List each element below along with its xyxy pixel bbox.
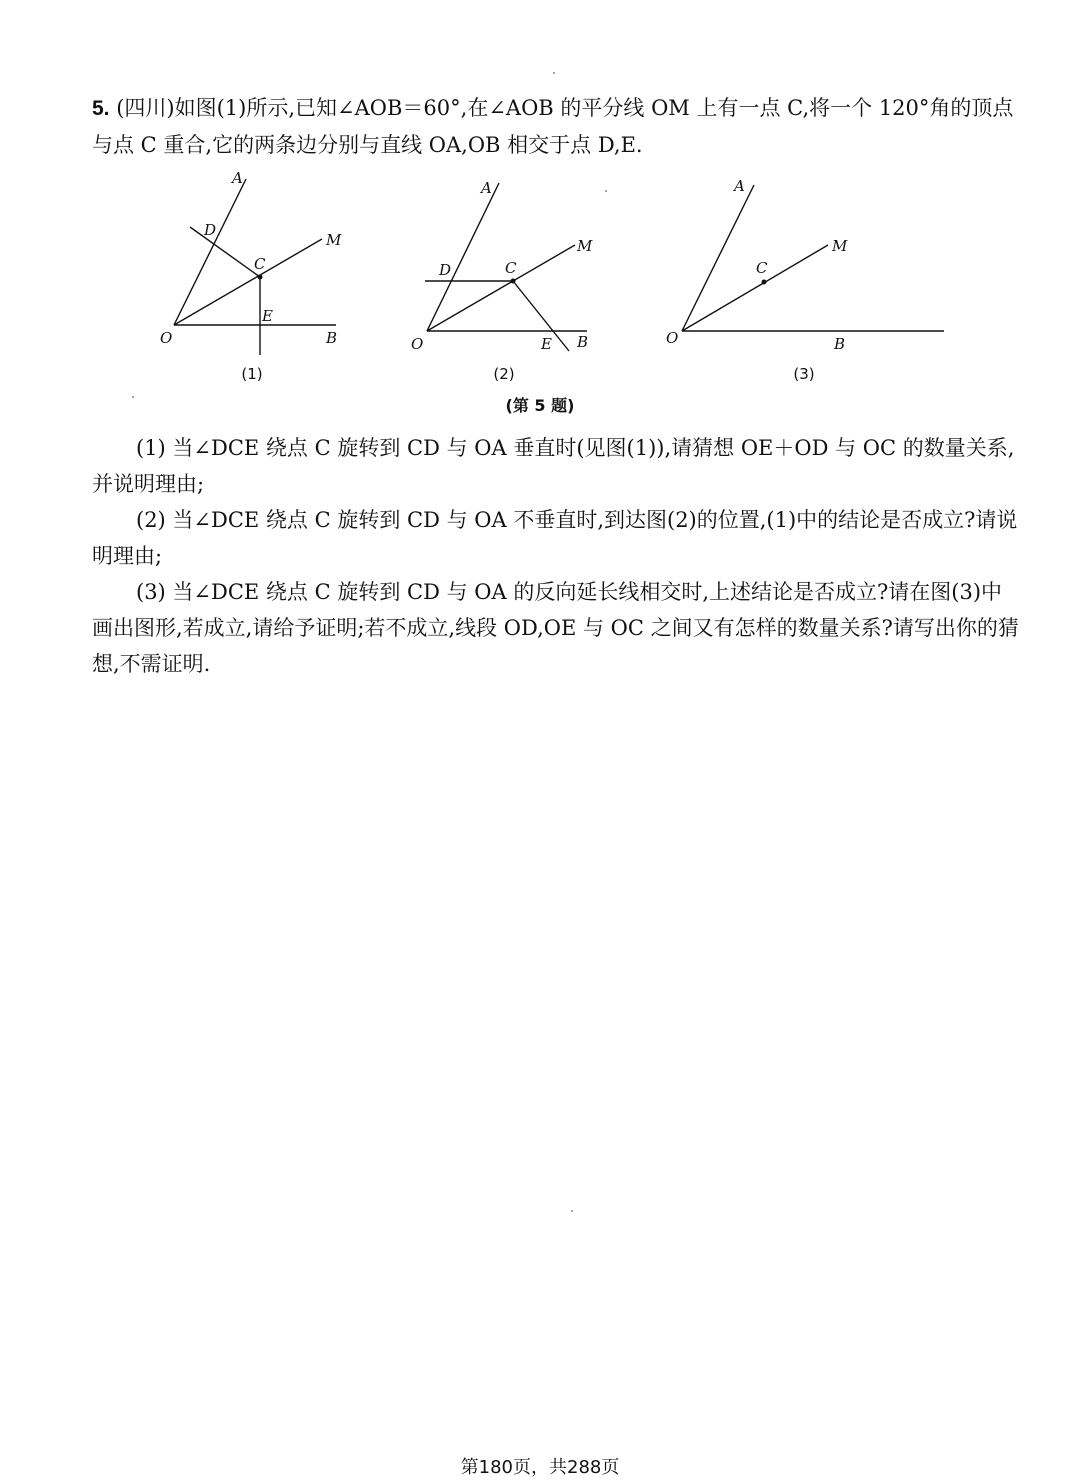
label-o: O	[160, 329, 173, 347]
label-b: B	[577, 333, 589, 351]
ray-om	[174, 239, 322, 325]
label-d: D	[204, 221, 217, 239]
label-c: C	[756, 259, 768, 277]
label-c: C	[505, 259, 517, 277]
ray-om	[427, 245, 575, 331]
figure-3	[660, 165, 960, 365]
figure-2	[405, 165, 615, 365]
point-c	[511, 279, 516, 284]
figure-2-label: (2)	[493, 365, 515, 383]
question-2: (2) 当∠DCE 绕点 C 旋转到 CD 与 OA 不垂直时,到达图(2)的位置,(1)中的结论是否成立?请说明理由;	[92, 508, 1018, 568]
label-m: M	[326, 231, 342, 249]
line-cd	[190, 227, 260, 277]
question-list	[92, 430, 1022, 682]
label-a: A	[481, 179, 492, 197]
scan-speck	[571, 1210, 573, 1212]
label-d: D	[439, 261, 452, 279]
ray-oa	[174, 179, 246, 325]
label-c: C	[254, 255, 266, 273]
label-b: B	[834, 335, 846, 353]
label-o: O	[411, 335, 424, 353]
problem-text: (四川)如图(1)所示,已知∠AOB＝60°,在∠AOB 的平分线 OM 上有一点 C,将一个 120°角的顶点与点 C 重合,它的两条边分别与直线 OA,OB 相交于点 D,E.	[92, 96, 1014, 157]
figure-1-label: (1)	[241, 365, 263, 383]
ray-oa	[427, 183, 499, 331]
label-e: E	[541, 335, 552, 353]
problem-number: 5.	[92, 97, 110, 120]
page-footer: 第180页，共288页	[460, 1457, 620, 1478]
scan-speck	[132, 396, 134, 398]
label-o: O	[666, 329, 679, 347]
label-m: M	[832, 237, 848, 255]
figure-group	[150, 165, 960, 395]
figure-3-label: (3)	[793, 365, 815, 383]
label-m: M	[577, 237, 593, 255]
label-b: B	[326, 329, 338, 347]
point-c	[762, 280, 767, 285]
figure-1	[150, 165, 360, 365]
question-3: (3) 当∠DCE 绕点 C 旋转到 CD 与 OA 的反向延长线相交时,上述结论是否成立?请在图(3)中画出图形,若成立,请给予证明;若不成立,线段 OD,OE 与 OC 之间又有怎样的数量关系?请写出你的猜想,不需证明.	[92, 580, 1019, 676]
label-a: A	[734, 177, 745, 195]
point-c	[258, 275, 263, 280]
problem-statement	[92, 90, 1022, 163]
figure-caption: (第 5 题)	[505, 396, 575, 415]
scan-speck	[605, 190, 607, 192]
label-a: A	[232, 169, 243, 187]
label-e: E	[262, 307, 273, 325]
scan-speck	[553, 72, 555, 74]
question-1: (1) 当∠DCE 绕点 C 旋转到 CD 与 OA 垂直时(见图(1)),请猜想 OE＋OD 与 OC 的数量关系,并说明理由;	[92, 436, 1015, 496]
